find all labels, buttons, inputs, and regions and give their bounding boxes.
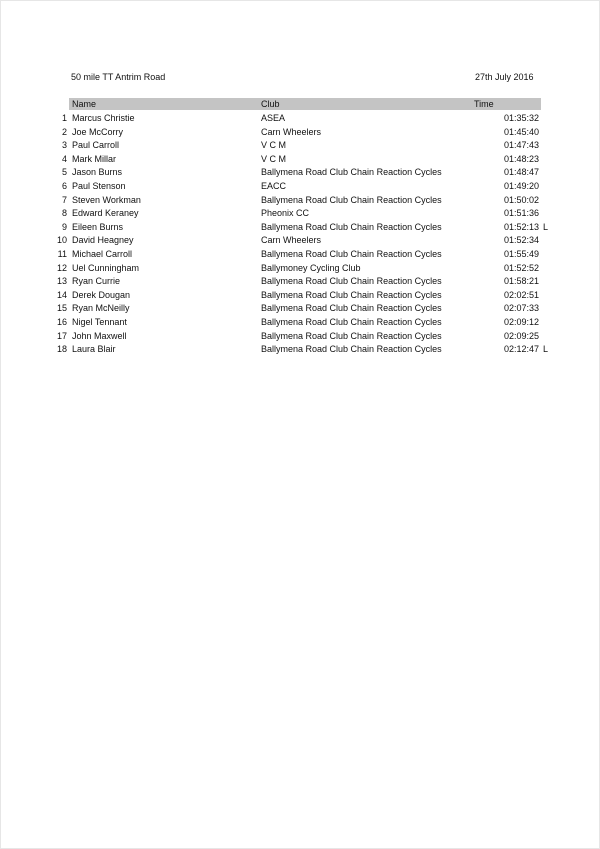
table-row (1, 180, 600, 194)
table-row (1, 275, 600, 289)
club-cell: Ballymoney Cycling Club (261, 262, 361, 273)
time-cell: 02:12:47 (503, 344, 539, 355)
rider-name-cell: Laura Blair (72, 344, 116, 355)
position-cell: 18 (56, 344, 67, 355)
club-cell: EACC (261, 180, 287, 191)
column-header-time: Time (474, 99, 494, 109)
position-cell: 16 (56, 316, 67, 327)
club-cell: Pheonix CC (261, 208, 310, 219)
time-cell: 01:52:34 (503, 235, 539, 246)
time-cell: 01:35:32 (503, 113, 539, 123)
time-cell: 02:07:33 (503, 303, 539, 314)
rider-name-cell: Derek Dougan (72, 289, 131, 300)
club-cell: Ballymena Road Club Chain Reaction Cycles (261, 276, 442, 287)
club-cell: Ballymena Road Club Chain Reaction Cycles (261, 167, 442, 178)
time-cell: 01:52:13 (503, 221, 539, 232)
club-cell: Ballymena Road Club Chain Reaction Cycles (261, 344, 442, 355)
club-cell: Carn Wheelers (261, 126, 322, 137)
club-cell: V C M (261, 140, 287, 151)
time-cell: 02:02:51 (503, 289, 539, 300)
table-row (1, 289, 600, 303)
position-cell: 13 (56, 276, 67, 287)
time-cell: 01:55:49 (503, 248, 539, 259)
time-cell: 01:47:43 (503, 140, 539, 151)
event-date: 27th July 2016 (475, 72, 534, 82)
rider-name-cell: Paul Stenson (72, 180, 126, 191)
column-header-name: Name (72, 99, 97, 109)
table-row (1, 194, 600, 208)
table-header-bar (69, 98, 541, 110)
rider-name-cell: Jason Burns (72, 167, 123, 178)
rider-name-cell: Uel Cunningham (72, 262, 140, 273)
time-cell: 01:48:47 (503, 167, 539, 178)
club-cell: Carn Wheelers (261, 235, 322, 246)
position-cell: 2 (61, 126, 67, 137)
table-row (1, 262, 600, 276)
rider-name-cell: Marcus Christie (72, 113, 135, 123)
column-header-club: Club (261, 99, 280, 109)
club-cell: V C M (261, 153, 287, 164)
club-cell: Ballymena Road Club Chain Reaction Cycles (261, 194, 442, 205)
rider-name-cell: Ryan Currie (72, 276, 121, 287)
rider-name-cell: Paul Carroll (72, 140, 120, 151)
position-cell: 1 (61, 113, 67, 123)
position-cell: 9 (61, 221, 67, 232)
rider-name-cell: Nigel Tennant (72, 316, 127, 327)
rider-name-cell: David Heagney (72, 235, 134, 246)
table-row (1, 153, 600, 167)
position-cell: 7 (61, 194, 67, 205)
position-cell: 8 (61, 208, 67, 219)
club-cell: Ballymena Road Club Chain Reaction Cycles (261, 316, 442, 327)
position-cell: 11 (57, 248, 67, 259)
table-row (1, 221, 600, 235)
rider-name-cell: Steven Workman (72, 194, 141, 205)
time-cell: 01:52:52 (503, 262, 539, 273)
table-row (1, 248, 600, 262)
rider-name-cell: John Maxwell (72, 330, 127, 341)
time-cell: 01:51:36 (503, 208, 539, 219)
position-cell: 10 (56, 235, 67, 246)
position-cell: 17 (56, 330, 67, 341)
time-cell: 01:58:21 (503, 276, 539, 287)
club-cell: Ballymena Road Club Chain Reaction Cycles (261, 248, 442, 259)
time-cell: 01:50:02 (503, 194, 539, 205)
table-row (1, 302, 600, 316)
time-cell: 01:48:23 (503, 153, 539, 164)
rider-name-cell: Joe McCorry (72, 126, 124, 137)
time-cell: 01:49:20 (503, 180, 539, 191)
position-cell: 6 (61, 180, 67, 191)
page-title: 50 mile TT Antrim Road (71, 72, 166, 82)
rider-name-cell: Edward Keraney (72, 208, 139, 219)
rider-name-cell: Ryan McNeilly (72, 303, 130, 314)
rider-name-cell: Eileen Burns (72, 221, 124, 232)
position-cell: 15 (56, 303, 67, 314)
table-row (1, 166, 600, 180)
table-row (1, 316, 600, 330)
table-row (1, 126, 600, 140)
rider-name-cell: Mark Millar (72, 153, 116, 164)
results-table-body (1, 112, 600, 357)
club-cell: ASEA (261, 113, 286, 123)
position-cell: 14 (56, 289, 67, 300)
table-row (1, 330, 600, 344)
position-cell: 3 (61, 140, 67, 151)
table-row (1, 139, 600, 153)
table-row (1, 112, 600, 126)
club-cell: Ballymena Road Club Chain Reaction Cycles (261, 289, 442, 300)
category-cell: L (543, 221, 549, 232)
time-cell: 02:09:12 (503, 316, 539, 327)
table-row (1, 207, 600, 221)
position-cell: 4 (61, 153, 67, 164)
category-cell: L (543, 344, 549, 355)
club-cell: Ballymena Road Club Chain Reaction Cycles (261, 221, 442, 232)
time-cell: 01:45:40 (503, 126, 539, 137)
club-cell: Ballymena Road Club Chain Reaction Cycles (261, 330, 442, 341)
rider-name-cell: Michael Carroll (72, 248, 133, 259)
club-cell: Ballymena Road Club Chain Reaction Cycles (261, 303, 442, 314)
position-cell: 12 (56, 262, 67, 273)
table-row (1, 343, 600, 357)
position-cell: 5 (61, 167, 67, 178)
time-cell: 02:09:25 (503, 330, 539, 341)
table-row (1, 234, 600, 248)
